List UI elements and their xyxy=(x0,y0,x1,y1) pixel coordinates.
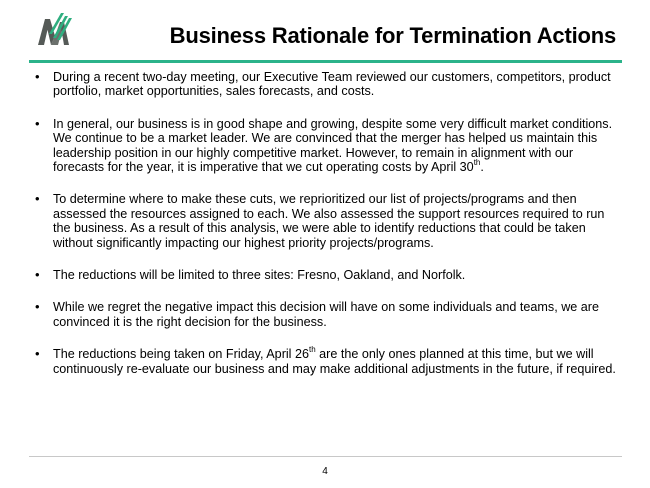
title-underline xyxy=(29,60,622,63)
bullet-item xyxy=(32,117,617,175)
bullet-list xyxy=(32,70,617,376)
bullet-text: The reductions will be limited to three sites: Fresno, Oakland, and Norfolk. xyxy=(53,268,466,283)
bullet-item xyxy=(32,70,617,99)
page-number: 4 xyxy=(322,466,328,477)
bullet-text: While we regret the negative impact this decision will have on some individuals and teams, we are convinced it is the right decision for the business. xyxy=(53,300,600,329)
bullet-dot: • xyxy=(35,267,40,283)
bullet-dot: • xyxy=(35,69,40,84)
bullet-text: During a recent two-day meeting, our Executive Team reviewed our customers, competitors, product portfolio, market opportunities, sales forecasts, and costs. xyxy=(53,70,611,99)
footer-divider xyxy=(29,456,622,457)
bullet-dot: • xyxy=(35,191,40,207)
bullet-text: In general, our business is in good shape and growing, despite some very difficult market conditions. We continue to be a market leader. We are convinced that the merger has helped us maintain this leadership position in our highly competitive market. However, to remain in alignment with our forecasts for the year, it is imperative that we cut operating costs by April 30 xyxy=(53,116,613,175)
bullet-text: The reductions being taken on Friday, April 26 xyxy=(53,347,309,362)
bullet-superscript: th xyxy=(473,157,481,167)
bullet-text-tail: . xyxy=(480,160,484,175)
bullet-item xyxy=(32,347,617,376)
bullet-dot: • xyxy=(35,115,40,131)
bullet-text-tail: are the only ones planned at this time, but we will continuously re-evaluate our business and may make additional adjustments in the future, if required. xyxy=(53,347,616,376)
bullet-item xyxy=(32,192,617,250)
company-logo xyxy=(36,12,76,46)
bullet-item xyxy=(32,268,617,282)
bullet-dot: • xyxy=(35,299,40,315)
bullet-superscript: th xyxy=(309,345,316,355)
bullet-text: To determine where to make these cuts, we reprioritized our list of projects/programs and then assessed the resources assigned to each. We also assessed the support resources required to run the business. As a result of this analysis, we were able to identify reductions that could be taken without significantly impacting our highest priority projects/programs. xyxy=(53,192,605,250)
slide-title: Business Rationale for Termination Actions xyxy=(169,23,616,48)
bullet-item xyxy=(32,300,617,329)
bullet-dot: • xyxy=(35,346,40,362)
